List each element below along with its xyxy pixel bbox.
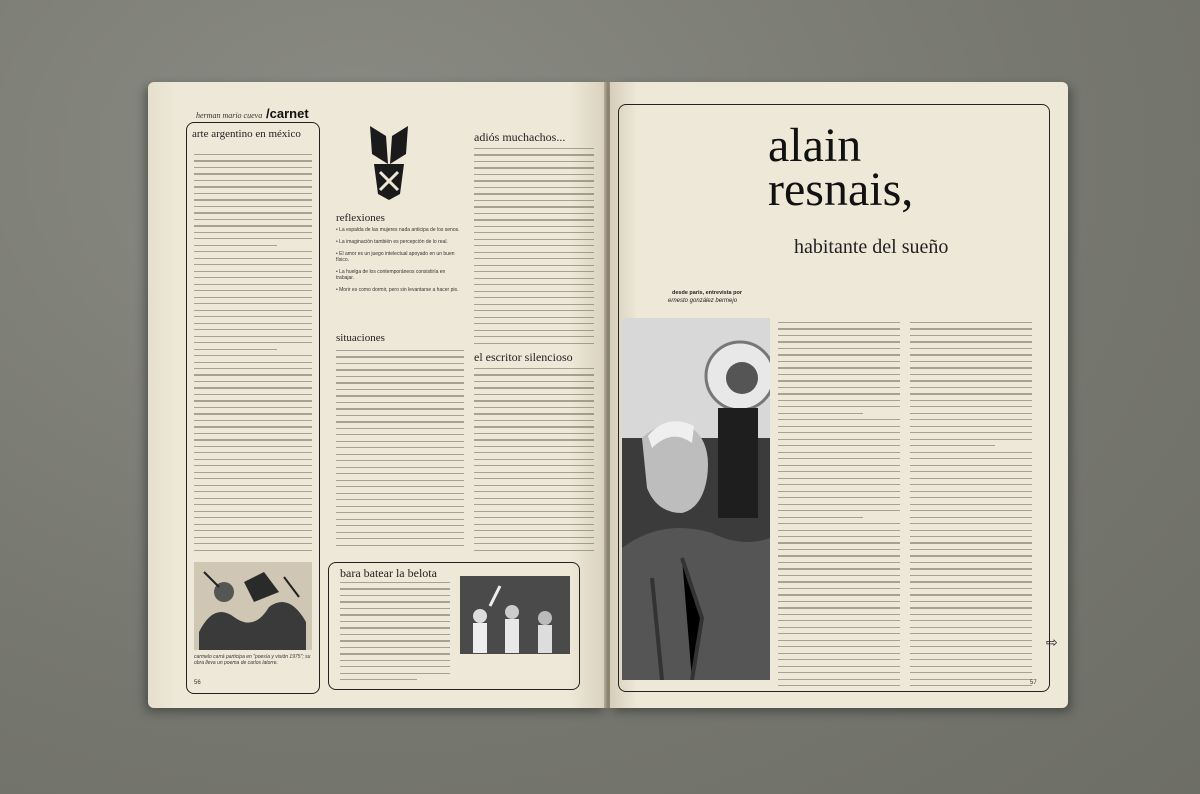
article-title [768,119,914,216]
article-title-belota: bara batear la belota [340,566,437,580]
article-subtitle: habitante del sueño [794,236,949,258]
interview-body-col1 [778,322,900,686]
article-title-situaciones: situaciones [336,332,385,344]
illustration-carra [194,562,312,650]
photo-resnais [622,318,770,680]
left-page [148,82,606,708]
article-title-escritor: el escritor silencioso [474,350,573,364]
open-magazine [148,82,1068,708]
article-title-adios: adiós muchachos... [474,130,566,144]
bullet-4: • La huelga de los contemporáneos consistiría en trabajar. [336,269,446,281]
article-title-arte: arte argentino en méxico [192,128,301,140]
title-line-1: alain [768,119,862,172]
byline-author: ernesto gonzález bermejo [668,298,738,304]
decorative-emblem [366,124,412,202]
title-line-2: resnais, [768,163,914,216]
bullet-2: • La imaginación también es percepción de lo real. [336,239,448,245]
page-number-left: 56 [194,680,201,686]
article-body-escritor [474,368,594,553]
author-name: herman mario cueva [196,111,263,120]
page-number-right: 57 [1030,680,1037,686]
article-body-situaciones [336,350,464,550]
bullet-1: • La espalda de las mujeres nada anticipa de los senos. [336,227,460,233]
interview-body-col2 [910,322,1032,686]
article-body-arte [194,154,312,554]
reflexiones-list [336,227,464,299]
article-title-reflexiones: reflexiones [336,212,385,224]
article-body-adios [474,148,594,344]
illustration-caption: carmelo carrá participa en "poesía y visión 1975"; su obra lleva un poema de carlos latorre. [194,654,311,666]
bullet-5: • Morir es como dormir, pero sin levantarse a hacer pis. [336,287,459,293]
right-page [610,82,1068,708]
continue-arrow-icon: ⇨ [1046,634,1058,650]
article-body-belota [340,582,450,682]
bullet-3: • El amor es un juego intelectual apoyado en un buen físico. [336,251,455,263]
byline-intro: desde paris, entrevista por [672,290,742,296]
section-label: /carnet [266,106,309,121]
photo-belota [460,576,570,654]
